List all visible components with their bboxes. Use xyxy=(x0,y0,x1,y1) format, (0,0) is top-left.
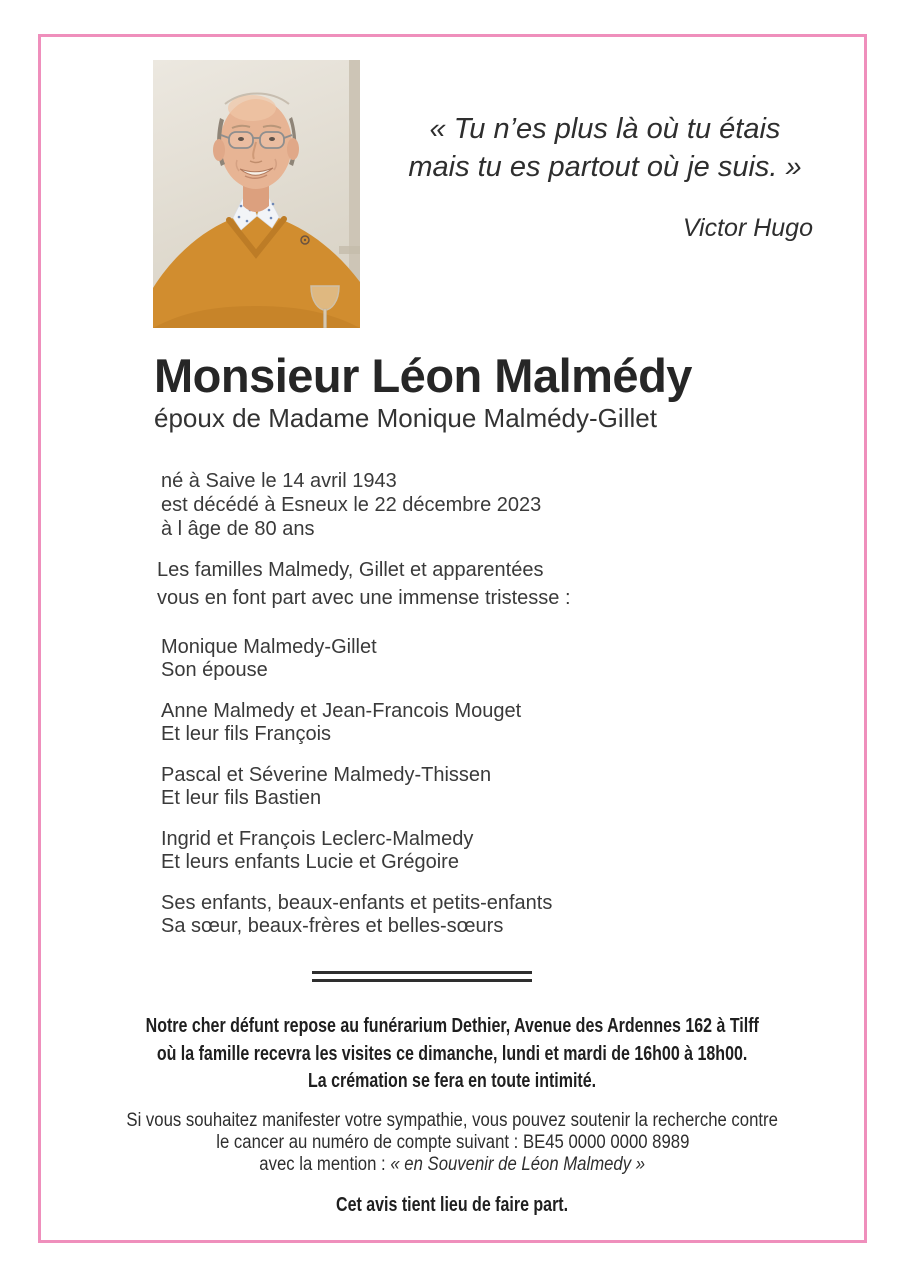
donation-mention-text: « en Souvenir de Léon Malmedy » xyxy=(390,1154,646,1175)
family-entry-relation: Et leurs enfants Lucie et Grégoire xyxy=(161,851,459,873)
family-entry-relation: Sa sœur, beaux-frères et belles-sœurs xyxy=(161,915,504,937)
memorial-quote xyxy=(370,110,840,186)
spouse-subtitle: époux de Madame Monique Malmédy-Gillet xyxy=(154,403,657,433)
funeral-info-line-1: Notre cher défunt repose au funérarium Dethier, Avenue des Ardennes 162 à Tilff xyxy=(145,1015,760,1037)
cremation-notice xyxy=(38,1070,867,1093)
family-list xyxy=(161,636,552,956)
announcement-line-1: Les familles Malmedy, Gillet et apparentées xyxy=(157,559,544,581)
family-entry xyxy=(161,828,552,874)
family-entry-names: Ses enfants, beaux-enfants et petits-enfants xyxy=(161,892,553,914)
death-line: est décédé à Esneux le 22 décembre 2023 xyxy=(161,494,542,516)
cremation-notice-text: La crémation se fera en toute intimité. xyxy=(308,1070,597,1092)
quote-line-2: mais tu es partout où je suis. » xyxy=(408,151,802,183)
family-entry-relation: Son épouse xyxy=(161,659,268,681)
funeral-home-info xyxy=(38,1012,867,1068)
family-announcement xyxy=(157,556,571,612)
donation-line-2: le cancer au numéro de compte suivant : BE45 0000 0000 8989 xyxy=(215,1132,690,1153)
quote-attribution: Victor Hugo xyxy=(682,214,813,242)
family-entry-names: Pascal et Séverine Malmedy-Thissen xyxy=(161,764,492,786)
age-line: à l âge de 80 ans xyxy=(161,518,315,540)
announcement-line-2: vous en font part avec une immense tristesse : xyxy=(157,587,571,609)
family-entry-names: Anne Malmedy et Jean-Francois Mouget xyxy=(161,700,522,722)
donation-line-3 xyxy=(260,1154,646,1176)
donation-line-1: Si vous souhaitez manifester votre sympathie, vous pouvez soutenir la recherche contre xyxy=(126,1110,779,1131)
family-entry-names: Ingrid et François Leclerc-Malmedy xyxy=(161,828,474,850)
funeral-info-line-2: où la famille recevra les visites ce dimanche, lundi et mardi de 16h00 à 18h00. xyxy=(157,1043,748,1065)
family-entry-relation: Et leur fils Bastien xyxy=(161,787,322,809)
closing-statement-text: Cet avis tient lieu de faire part. xyxy=(336,1194,569,1216)
donation-mention-prefix: avec la mention : xyxy=(259,1154,391,1175)
portrait-photo-illustration xyxy=(153,60,360,328)
donation-paragraph xyxy=(38,1110,867,1176)
family-entry-names: Monique Malmedy-Gillet xyxy=(161,636,377,658)
double-rule-divider xyxy=(312,971,532,982)
birth-line: né à Saive le 14 avril 1943 xyxy=(161,470,397,492)
family-entry xyxy=(161,636,552,682)
family-entry xyxy=(161,764,552,810)
family-entry-relation: Et leur fils François xyxy=(161,723,332,745)
closing-statement xyxy=(38,1194,867,1217)
portrait-photo xyxy=(153,60,360,328)
vital-dates xyxy=(161,469,541,541)
deceased-name-title: Monsieur Léon Malmédy xyxy=(154,349,692,402)
family-entry xyxy=(161,892,552,938)
family-entry xyxy=(161,700,552,746)
quote-line-1: « Tu n’es plus là où tu étais xyxy=(429,113,781,145)
